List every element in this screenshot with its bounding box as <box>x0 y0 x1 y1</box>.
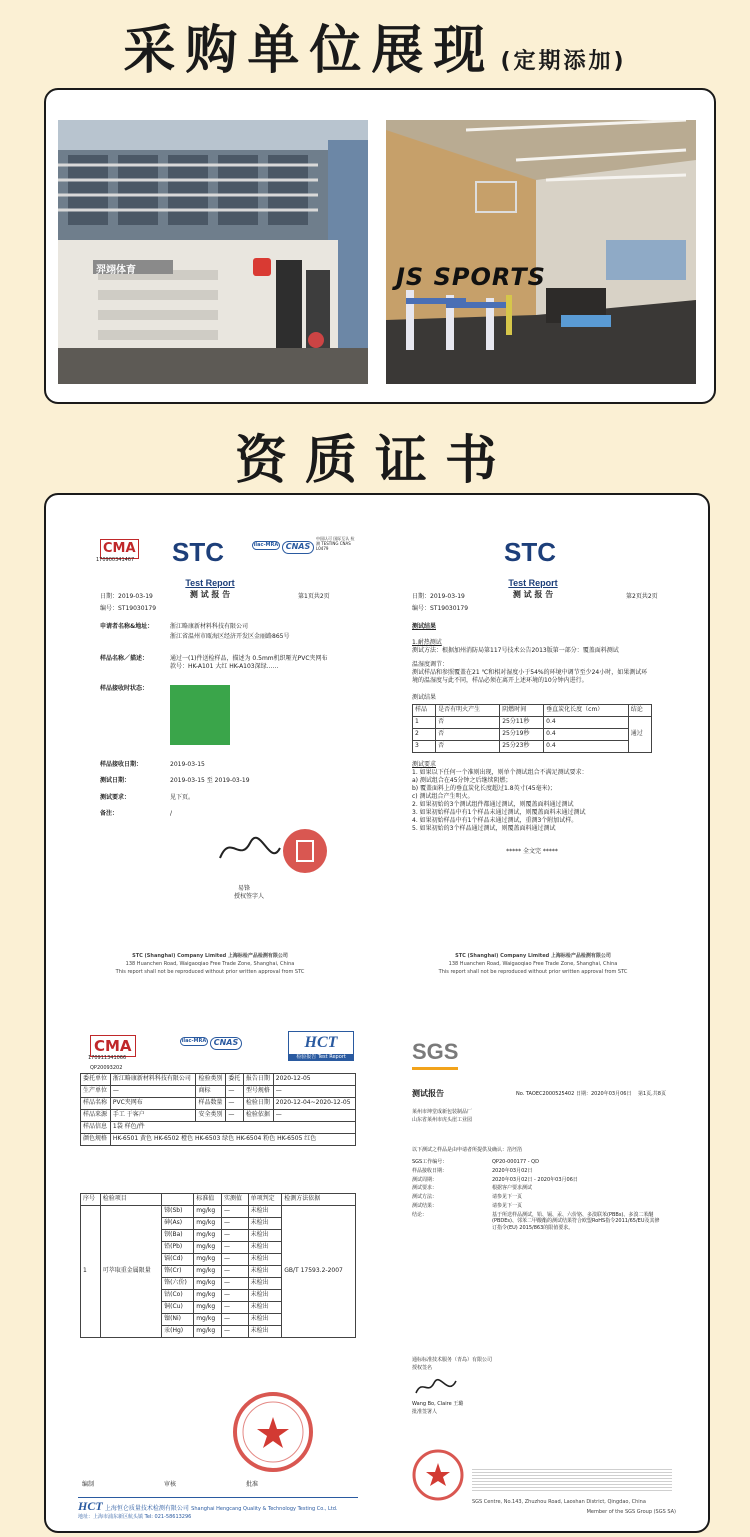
cert-sgs <box>376 1027 690 1527</box>
table-cell: PVC夹网布 <box>110 1098 196 1110</box>
buyer-photos-panel <box>44 88 716 404</box>
sample-intro: 以下测试之样品是由申请者所提供及确认：箔坯箔 <box>412 1147 523 1153</box>
test-unit: mg/kg <box>194 1218 222 1230</box>
approval-label: 批准 <box>246 1481 259 1488</box>
test-unit: mg/kg <box>194 1314 222 1326</box>
table-header: 垂直炭化长度（cm） <box>544 704 629 716</box>
photo-sports-hall <box>386 120 696 384</box>
approval-row <box>82 1481 258 1489</box>
client-address: 山东省莱州市虎头崖工业园 <box>412 1117 473 1123</box>
table-cell: 2020-12-04~2020-12-05 <box>273 1098 355 1110</box>
test-item: 铬(六价) <box>162 1278 194 1290</box>
field-label: 样品接收时状态： <box>100 685 149 693</box>
table-header: 结论 <box>628 704 651 716</box>
field-label: 测试结果： <box>412 1202 438 1209</box>
hct-test-table <box>80 1193 356 1338</box>
cma-number: 170900341467 <box>96 557 135 563</box>
field-value: / <box>170 809 173 817</box>
table-cell: 1 <box>413 716 436 728</box>
test-item: 镉(Cd) <box>162 1254 194 1266</box>
hct-company-cn: 上海恒仑质量技术检测有限公司 <box>104 1505 189 1512</box>
requirement-line: b) 覆盖面料上的垂直炭化长度超过1.8英寸(45毫米)； <box>412 784 556 792</box>
test-unit: mg/kg <box>194 1254 222 1266</box>
table-header: 标准值 <box>194 1194 222 1206</box>
test-value: — <box>221 1326 248 1338</box>
hct-sub: 检验报告 Test Report <box>289 1054 353 1061</box>
field-value: QP20-000177 - QD <box>492 1159 539 1165</box>
field-label: 备注： <box>100 809 119 817</box>
cma-logo: CMA <box>90 1035 136 1057</box>
test-value: — <box>221 1242 248 1254</box>
table-cell: 安全类别 <box>196 1110 226 1122</box>
table-cell: 2020-12-05 <box>273 1074 355 1086</box>
requirement-line: 5. 如果初始的3个样品通过测试，则覆盖面料通过测试 <box>412 825 556 833</box>
table-cell: 检验日期 <box>243 1098 273 1110</box>
table-cell: 样品名称 <box>81 1098 111 1110</box>
test-unit: mg/kg <box>194 1278 222 1290</box>
test-method: 测试方法：根据加州消防局第117号技术公告2013版第一部分：覆盖面料测试 <box>412 647 619 655</box>
table-cell: 委托 <box>226 1074 244 1086</box>
field-label: 测试方法： <box>412 1194 438 1200</box>
table-row <box>413 740 652 752</box>
table-row <box>81 1098 356 1110</box>
test-results <box>412 623 652 856</box>
section-title-certificates: 资质证书 <box>234 431 515 491</box>
test-unit: mg/kg <box>194 1230 222 1242</box>
table-row <box>81 1122 356 1134</box>
signer-name: Wang Bo, Claire 王璐 <box>412 1401 464 1407</box>
ilac-logo: ilac-MRA <box>181 1038 207 1044</box>
test-result: 未检出 <box>248 1218 282 1230</box>
requirement-title: 测试要求 <box>412 760 437 768</box>
test-value: — <box>221 1206 248 1218</box>
table-conclusion: 通过 <box>628 716 651 752</box>
test-result: 未检出 <box>248 1314 282 1326</box>
test-method: GB/T 17593.2-2007 <box>282 1206 356 1338</box>
test-result: 未检出 <box>248 1230 282 1242</box>
table-header: 检验项目 <box>100 1194 161 1206</box>
fabric-sample-swatch <box>170 685 230 745</box>
test-result: 未检出 <box>248 1266 282 1278</box>
field-value: 浙江略康新材料科技有限公司 <box>170 623 249 630</box>
field-value: 2020年03月02日 - 2020年03月06日 <box>492 1176 578 1183</box>
requirement-line: c) 测试组合产生明火。 <box>412 793 474 801</box>
hct-label: HCT <box>304 1034 338 1051</box>
hct-tel: Tel: 021-58613296 <box>144 1514 192 1521</box>
table-cell: 1 <box>81 1206 101 1338</box>
test-item: 铜(Cu) <box>162 1302 194 1314</box>
field-value: 2019-03-15 至 2019-03-19 <box>170 777 250 785</box>
test-unit: mg/kg <box>194 1242 222 1254</box>
cnas-logo: CNAS <box>282 541 314 554</box>
table-row <box>81 1110 356 1122</box>
end-marker: ***** 全文完 ***** <box>506 847 558 855</box>
hct-red-seal <box>228 1387 318 1477</box>
hct-address: 地址：上海市浦东新区航头镇 <box>78 1514 144 1521</box>
report-number: 编号：ST19030179 <box>412 605 469 612</box>
cert-hct <box>60 1027 368 1527</box>
table-cell: 商标 <box>196 1086 226 1098</box>
field-label: 样品名称／描述： <box>100 655 149 663</box>
table-header: 序号 <box>81 1194 101 1206</box>
test-value: — <box>221 1254 248 1266</box>
table-cell: 样品信息 <box>81 1122 111 1134</box>
table-cell: 浙江略康新材料科技有限公司 <box>110 1074 196 1086</box>
field-value: 请参见下一页 <box>492 1194 523 1200</box>
sign-org: 通标标准技术服务（青岛）有限公司 <box>412 1357 493 1363</box>
item-heading: 1.耐热测试 <box>412 639 442 647</box>
table-cell: 否 <box>436 716 500 728</box>
table-cell: 25分23秒 <box>500 740 544 752</box>
sgs-red-seal <box>410 1447 466 1503</box>
signature-stamp <box>210 823 330 883</box>
test-item: 铬(Cr) <box>162 1266 194 1278</box>
field-label: 测试周期： <box>412 1176 438 1183</box>
stc-company: STC (Shanghai) Company Limited 上海标检产品检测有限公司 <box>132 953 288 959</box>
buyers-title: 采购单位展现 <box>123 21 496 81</box>
report-page: 第2页共2页 <box>626 593 658 600</box>
hall-wall-text: JS SPORTS <box>396 263 546 291</box>
table-cell: — <box>273 1086 355 1098</box>
field-label: 测试要求： <box>100 793 131 801</box>
requirement-line: a) 测试组合在45分钟之后继续阴燃； <box>412 776 512 784</box>
stc-notice: This report shall not be reproduced without prior written approval from STC <box>115 969 305 975</box>
field-label: 测试要求： <box>412 1185 438 1192</box>
table-cell: 2 <box>413 728 436 740</box>
table-header: 单项判定 <box>248 1194 282 1206</box>
field-label: 样品接收日期： <box>100 761 143 769</box>
requirement-line: 1. 如果以下任何一个准则出现，则单个测试组合不满足测试要求： <box>412 768 588 776</box>
field-label: 测试日期： <box>100 777 131 785</box>
results-table <box>412 704 652 753</box>
field-value: 根据客户要求测试 <box>492 1185 533 1192</box>
cert-stc-page1 <box>60 505 360 1025</box>
signer-name: 易锋 <box>238 885 251 892</box>
report-title-en: Test Report <box>185 578 235 588</box>
report-title-cn: 测 试 报 告 <box>189 590 231 599</box>
table-cell: 0.4 <box>544 716 629 728</box>
approval-label: 审核 <box>164 1481 177 1488</box>
test-result: 未检出 <box>248 1290 282 1302</box>
requirement-line: 2. 如果初始的3个测试组件都通过测试，则覆盖面料通过测试 <box>412 801 574 809</box>
signer-title: 批准签署人 <box>412 1409 438 1415</box>
test-item: 镍(Ni) <box>162 1314 194 1326</box>
field-value: 2019-03-15 <box>170 761 205 769</box>
test-result: 未检出 <box>248 1242 282 1254</box>
sgs-signature <box>412 1375 472 1399</box>
cma-logo: CMA <box>100 539 139 559</box>
stc-address: 138 Huanchen Road, Waigaoqiao Free Trade Zone, Shanghai, China <box>125 961 295 967</box>
conditioning-label: 温湿度调节： <box>412 661 449 669</box>
test-unit: mg/kg <box>194 1290 222 1302</box>
test-value: — <box>221 1290 248 1302</box>
test-value: — <box>221 1218 248 1230</box>
table-cell: 3 <box>413 740 436 752</box>
report-date: 日期：2019-03-19 <box>100 593 153 600</box>
cnas-logo: CNAS <box>210 1037 242 1050</box>
test-item: 锑(Sb) <box>162 1206 194 1218</box>
stc-logo: STC <box>504 537 556 567</box>
field-value: 浙江省温州市瓯海区经济开发区金丽路865号 <box>170 633 290 641</box>
section-title-buyers <box>0 8 750 80</box>
field-value: 通过一(1)件送检样品，描述为 0.5mm机织哑光PVC夹网布 款号：HK-A101 大红 HK-A103深绿…… <box>170 655 328 671</box>
table-row <box>81 1086 356 1098</box>
table-cell: 检验依据 <box>243 1110 273 1122</box>
table-header: 是否有明火产生 <box>436 704 500 716</box>
table-cell: — <box>110 1086 196 1098</box>
table-cell: HK-6501 黄色 HK-6502 橙色 HK-6503 绿色 HK-6504 粉色 HK-6505 红色 <box>110 1134 355 1146</box>
test-item: 钴(Co) <box>162 1290 194 1302</box>
test-result: 未检出 <box>248 1326 282 1338</box>
table-cell: 手工 于客户 <box>110 1110 196 1122</box>
cma-number: 170911341066 <box>88 1055 127 1061</box>
test-unit: mg/kg <box>194 1206 222 1218</box>
table-header: 实测值 <box>221 1194 248 1206</box>
field-label: 结论： <box>412 1211 428 1218</box>
table-cell: 委托单位 <box>81 1074 111 1086</box>
report-page: 第1页,共8页 <box>638 1091 666 1097</box>
sgs-fields <box>412 1159 662 1232</box>
test-group: 可萃取重金属限量 <box>100 1206 161 1338</box>
table-row <box>413 716 652 728</box>
conditioning-text: 测试样品和参照覆盖在21 ℃和相对湿度小于54%的环境中调节至少24小时，如果测试环境的温湿度与此不同，样品必须在离开上述环境的10分钟内进行。 <box>412 669 648 685</box>
report-number: QP20093202 <box>90 1065 123 1071</box>
table-cell: 0.4 <box>544 740 629 752</box>
test-value: — <box>221 1278 248 1290</box>
test-item: 砷(As) <box>162 1218 194 1230</box>
report-date: 日期：2020年03月06日 <box>576 1091 632 1097</box>
test-value: — <box>221 1314 248 1326</box>
report-page: 第1页共2页 <box>298 593 330 600</box>
report-fields <box>100 623 330 818</box>
table-cell: — <box>273 1110 355 1122</box>
test-unit: mg/kg <box>194 1302 222 1314</box>
table-row <box>413 728 652 740</box>
photo-storefront <box>58 120 368 384</box>
report-title: 测试报告 <box>412 1089 444 1098</box>
test-result: 未检出 <box>248 1254 282 1266</box>
hct-footer-logo: HCT <box>78 1499 103 1513</box>
hct-company-en: Shanghai Hengcang Quality & Technology Testing Co., Ltd. <box>191 1506 338 1512</box>
test-item: 汞(Hg) <box>162 1326 194 1338</box>
test-value: — <box>221 1266 248 1278</box>
report-title-cn: 测 试 报 告 <box>512 590 554 599</box>
field-label: SGS工作编号： <box>412 1159 448 1165</box>
table-row <box>81 1074 356 1086</box>
test-result: 未检出 <box>248 1302 282 1314</box>
report-date: 日期：2019-03-19 <box>412 593 465 600</box>
test-item: 钡(Ba) <box>162 1230 194 1242</box>
table-cell: 颜色规格 <box>81 1134 111 1146</box>
buyers-subtitle: (定期添加) <box>500 49 627 74</box>
table-cell: 否 <box>436 728 500 740</box>
result-heading: 测试结果 <box>412 623 437 630</box>
hct-footer <box>78 1497 358 1521</box>
test-item: 铅(Pb) <box>162 1242 194 1254</box>
table-header: 样品 <box>413 704 436 716</box>
table-header <box>162 1194 194 1206</box>
test-value: — <box>221 1230 248 1242</box>
test-result: 未检出 <box>248 1206 282 1218</box>
field-label: 申请者名称&地址： <box>100 623 154 630</box>
table-title: 测试结果 <box>412 693 437 701</box>
sgs-footer-address: SGS Centre, No.143, Zhuzhou Road, Laoshan District, Qingdao, China <box>472 1499 646 1505</box>
report-number: 编号：ST19030179 <box>100 605 157 612</box>
table-cell: 型号规格 <box>243 1086 273 1098</box>
sign-title: 授权签名 <box>412 1365 433 1371</box>
stc-company: STC (Shanghai) Company Limited 上海标检产品检测有限公司 <box>455 953 611 959</box>
table-cell: 检验类别 <box>196 1074 226 1086</box>
field-value: 见下页。 <box>170 793 195 801</box>
cnas-side-text: 中国认可 国际互认 检测 TESTING CNAS L0479 <box>316 536 355 551</box>
table-row <box>81 1134 356 1146</box>
ilac-logo: ilac-MRA <box>253 542 279 548</box>
signer-title: 授权签字人 <box>234 893 265 900</box>
sgs-member: Member of the SGS Group (SGS SA) <box>586 1509 676 1515</box>
field-label: 样品接收日期： <box>412 1167 448 1174</box>
sgs-fine-print <box>472 1467 672 1493</box>
sgs-logo: SGS <box>412 1037 458 1070</box>
storefront-sign: 羿翊体育 <box>96 265 136 276</box>
stc-logo: STC <box>172 537 224 567</box>
table-cell: 25分11秒 <box>500 716 544 728</box>
table-row <box>81 1194 356 1206</box>
table-cell: 否 <box>436 740 500 752</box>
hct-info-table <box>80 1073 356 1146</box>
requirement-line: 4. 如果初始样品中有1个样品未通过测试，重测3个附加试样。 <box>412 817 578 825</box>
requirement-line: 3. 如果初始样品中有1个样品未通过测试，则覆盖面料未通过测试 <box>412 809 586 817</box>
table-cell: 0.4 <box>544 728 629 740</box>
table-header: 阴燃时间 <box>500 704 544 716</box>
test-value: — <box>221 1302 248 1314</box>
table-row <box>81 1206 356 1218</box>
table-cell: 样品来源 <box>81 1110 111 1122</box>
table-header: 检测方法依据 <box>282 1194 356 1206</box>
client-name: 莱州市坤堂成新包装制品厂 <box>412 1109 473 1115</box>
table-cell: — <box>226 1110 244 1122</box>
stc-address: 138 Huanchen Road, Waigaoqiao Free Trade Zone, Shanghai, China <box>448 961 618 967</box>
test-unit: mg/kg <box>194 1326 222 1338</box>
table-cell: 1袋 样色/件 <box>110 1122 355 1134</box>
hct-logo <box>288 1031 354 1061</box>
field-label <box>100 633 170 641</box>
table-cell: 25分19秒 <box>500 728 544 740</box>
field-value: 2020年03月02日 <box>492 1167 533 1174</box>
table-cell: 报告日期 <box>243 1074 273 1086</box>
cert-stc-page2 <box>376 505 690 1025</box>
test-result: 未检出 <box>248 1278 282 1290</box>
stc-notice: This report shall not be reproduced without prior written approval from STC <box>438 969 628 975</box>
approval-label: 编制 <box>82 1481 95 1488</box>
report-title-en: Test Report <box>508 578 558 588</box>
table-cell: 生产单位 <box>81 1086 111 1098</box>
certificates-panel <box>44 493 710 1533</box>
report-number: No. TAOEC2000525402 <box>516 1091 575 1097</box>
test-unit: mg/kg <box>194 1266 222 1278</box>
table-cell: — <box>226 1086 244 1098</box>
table-cell: 样品数量 <box>196 1098 226 1110</box>
field-value: 基于所送样品测试，铅、镉、汞、六价铬、多溴联苯(PBBs)、多溴二苯醚(PBDEs)、邻苯二甲酸酯的测试结果符合欧盟RoHS指令2011/65/EU及其修订指令(EU) 2015/863的限值要求。 <box>492 1211 660 1231</box>
field-value: 请参见下一页 <box>492 1202 523 1209</box>
table-cell: — <box>226 1098 244 1110</box>
